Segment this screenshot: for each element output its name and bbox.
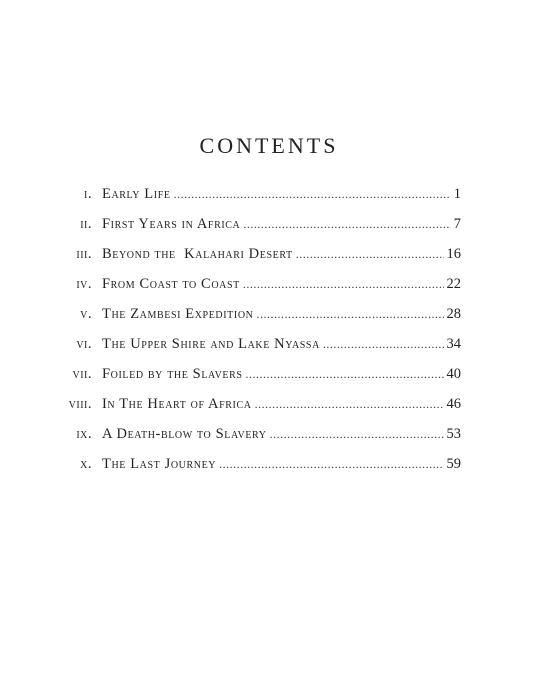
page-number: 22 bbox=[446, 276, 461, 292]
chapter-title: The Zambesi Expedition bbox=[102, 306, 254, 322]
page-number: 40 bbox=[446, 366, 461, 382]
toc-entry bbox=[0, 452, 538, 476]
dot-leader bbox=[219, 452, 443, 476]
chapter-numeral: viii. bbox=[68, 396, 92, 412]
page-number: 28 bbox=[446, 306, 461, 322]
page-title: contents bbox=[199, 124, 339, 160]
chapter-numeral: vii. bbox=[72, 366, 92, 382]
dot-leader bbox=[323, 332, 444, 356]
toc-entry bbox=[0, 242, 538, 266]
chapter-numeral: vi. bbox=[76, 336, 92, 352]
dot-leader bbox=[243, 272, 444, 296]
chapter-title: First Years in Africa bbox=[102, 216, 241, 232]
chapter-title: The Upper Shire and Lake Nyassa bbox=[102, 336, 320, 352]
chapter-title: A Death-blow to Slavery bbox=[102, 426, 267, 442]
page-number: 53 bbox=[446, 426, 461, 442]
chapter-title: The Last Journey bbox=[102, 456, 217, 472]
page-number: 1 bbox=[453, 186, 461, 202]
toc-entry bbox=[0, 212, 538, 236]
toc-entry bbox=[0, 332, 538, 356]
toc-entry bbox=[0, 362, 538, 386]
chapter-numeral: i. bbox=[84, 186, 92, 202]
toc-entry bbox=[0, 392, 538, 416]
chapter-numeral: v. bbox=[80, 306, 92, 322]
chapter-numeral: iv. bbox=[76, 276, 92, 292]
page-number: 16 bbox=[446, 246, 461, 262]
dot-leader bbox=[243, 212, 450, 236]
dot-leader bbox=[255, 392, 444, 416]
dot-leader bbox=[174, 182, 451, 206]
page-number: 59 bbox=[446, 456, 461, 472]
chapter-numeral: iii. bbox=[76, 246, 92, 262]
dot-leader bbox=[246, 362, 444, 386]
dot-leader bbox=[296, 242, 444, 266]
page-number: 34 bbox=[446, 336, 461, 352]
chapter-numeral: ix. bbox=[76, 426, 92, 442]
dot-leader bbox=[270, 422, 444, 446]
toc-entry bbox=[0, 272, 538, 296]
chapter-title: Early Life bbox=[102, 186, 171, 202]
chapter-numeral: x. bbox=[80, 456, 92, 472]
chapter-title: In The Heart of Africa bbox=[102, 396, 252, 412]
dot-leader bbox=[256, 302, 443, 326]
chapter-title: Beyond the Kalahari Desert bbox=[102, 246, 293, 262]
chapter-numeral: ii. bbox=[80, 216, 92, 232]
page-number: 46 bbox=[446, 396, 461, 412]
toc-entry bbox=[0, 302, 538, 326]
chapter-title: Foiled by the Slavers bbox=[102, 366, 243, 382]
chapter-title: From Coast to Coast bbox=[102, 276, 240, 292]
toc-entry bbox=[0, 422, 538, 446]
page-number: 7 bbox=[453, 216, 461, 232]
toc-entry bbox=[0, 182, 538, 206]
